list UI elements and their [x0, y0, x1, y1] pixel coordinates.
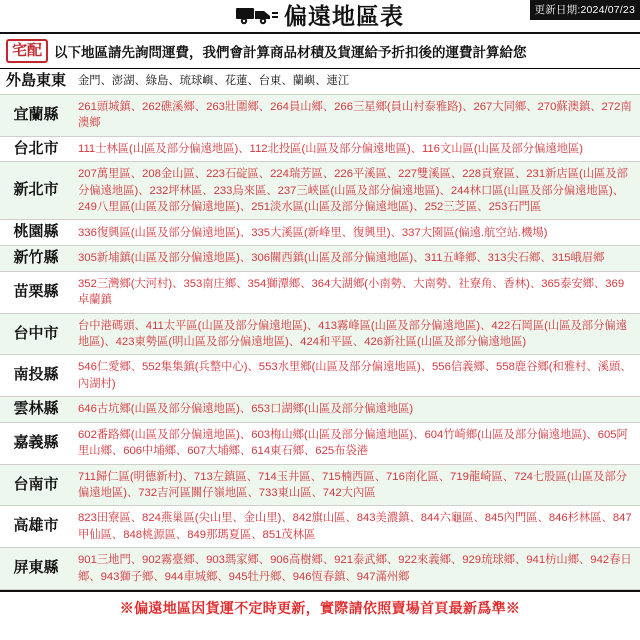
region-name-cell: 南投縣	[0, 355, 72, 397]
region-areas-cell: 台中港碼頭、411太平區(山區及部分偏遠地區)、413霧峰區(山區及部分偏遠地區)、422石岡區(山區及部分偏遠地區)、423東勢區(明山區及部分偏遠地區)、424和平區、426新社區(山區及部分偏遠地區)	[72, 313, 640, 355]
title-with-icon	[236, 3, 404, 30]
table-row	[0, 162, 640, 220]
table-row	[0, 136, 640, 162]
region-areas-cell: 111士林區(山區及部分偏遠地區)、112北投區(山區及部分偏遠地區)、116文山區(山區及部分偏遠地區)	[72, 136, 640, 162]
region-areas-cell: 305新埔鎮(山區及部分偏遠地區)、306關西鎮(山區及部分偏遠地區)、311五峰鄉、313尖石鄉、315峨眉鄉	[72, 246, 640, 272]
region-name-cell: 台北市	[0, 136, 72, 162]
region-name-cell: 高雄市	[0, 506, 72, 548]
region-name-cell: 外島東東	[0, 69, 72, 94]
region-name-cell: 新竹縣	[0, 246, 72, 272]
table-row	[0, 355, 640, 397]
region-name-cell: 台南市	[0, 464, 72, 506]
table-row	[0, 313, 640, 355]
region-areas-cell: 金門、澎湖、綠島、琉球嶼、花蓮、台東、蘭嶼、連江	[72, 69, 640, 94]
table-row	[0, 397, 640, 423]
table-row	[0, 422, 640, 464]
region-areas-cell: 352三灣鄉(大河村)、353南庄鄉、354獅潭鄉、364大湖鄉(小南勢、大南勢、社寮角、香林)、365泰安鄉、369卓蘭鎮	[72, 271, 640, 313]
table-row	[0, 271, 640, 313]
remote-area-table	[0, 69, 640, 590]
shipping-notice-text: 以下地區請先詢問運費，我們會計算商品材積及貨運給予折扣後的運費計算給您	[54, 45, 527, 60]
table-row	[0, 506, 640, 548]
region-name-cell: 新北市	[0, 162, 72, 220]
region-areas-cell: 207萬里區、208金山區、223石碇區、224瑞芳區、226平溪區、227雙溪區、228貢寮區、231新店區(山區及部分偏遠地區)、232坪林區、233烏來區、237三峽區(山區及部分偏遠地區)、244林口區(山區及部分偏遠地區)、249八里區(山區及部分偏遠地區)、251淡水區(山區及部分偏遠地區)、252三芝區、253石門區	[72, 162, 640, 220]
region-name-cell: 宜蘭縣	[0, 94, 72, 136]
region-name-cell: 苗栗縣	[0, 271, 72, 313]
footer-note: ※偏遠地區因貨運不定時更新，實際請依照賣場首頁最新爲準※	[0, 590, 640, 622]
page-title: 偏遠地區表	[284, 2, 404, 29]
region-areas-cell: 261頭城鎮、262礁溪鄉、263壯圍鄉、264員山鄉、266三星鄉(員山村泰雅路)、267大同鄉、270蘇澳鎮、272南澳鄉	[72, 94, 640, 136]
page-header	[0, 0, 640, 34]
region-areas-cell: 602番路鄉(山區及部分偏遠地區)、603梅山鄉(山區及部分偏遠地區)、604竹崎鄉(山區及部分偏遠地區)、605阿里山鄉、606中埔鄉、607大埔鄉、614東石鄉、625布袋港	[72, 422, 640, 464]
table-row	[0, 246, 640, 272]
table-row	[0, 220, 640, 246]
region-name-cell: 雲林縣	[0, 397, 72, 423]
shipping-notice-row	[0, 34, 640, 69]
table-row	[0, 69, 640, 94]
delivery-truck-icon	[236, 3, 278, 30]
region-areas-cell: 823田寮區、824燕巢區(尖山里、金山里)、842旗山區、843美濃鎮、844六龜區、845內門區、846杉林區、847甲仙區、848桃源區、849那瑪夏區、851茂林區	[72, 506, 640, 548]
home-delivery-tag: 宅配	[6, 39, 48, 63]
region-areas-cell: 646古坑鄉(山區及部分偏遠地區)、653口湖鄉(山區及部分偏遠地區)	[72, 397, 640, 423]
table-row	[0, 464, 640, 506]
table-row	[0, 548, 640, 590]
region-areas-cell: 711歸仁區(明德新村)、713左鎮區、714玉井區、715楠西區、716南化區、719龍崎區、724七股區(山區及部分偏遠地區)、732吉河區關仔嶺地區、733東山區、742大內區	[72, 464, 640, 506]
update-date-badge: 更新日期:2024/07/23	[530, 0, 640, 20]
region-name-cell: 台中市	[0, 313, 72, 355]
region-areas-cell: 336復興區(山區及部分偏遠地區)、335大溪區(新峰里、復興里)、337大園區(偏遠.航空站.機場)	[72, 220, 640, 246]
region-name-cell: 桃園縣	[0, 220, 72, 246]
region-name-cell: 嘉義縣	[0, 422, 72, 464]
remote-area-table-body	[0, 69, 640, 589]
region-name-cell: 屏東縣	[0, 548, 72, 590]
table-row	[0, 94, 640, 136]
region-areas-cell: 546仁愛鄉、552集集鎮(兵整中心)、553水里鄉(山區及部分偏遠地區)、556信義鄉、558鹿谷鄉(和雅村、溪頭、內湖村)	[72, 355, 640, 397]
region-areas-cell: 901三地門、902霧臺鄉、903瑪家鄉、906高樹鄉、921泰武鄉、922來義鄉、929琉球鄉、941枋山鄉、942春日鄉、943獅子鄉、944車城鄉、945牡丹鄉、946恆春鎮、947滿州鄉	[72, 548, 640, 590]
